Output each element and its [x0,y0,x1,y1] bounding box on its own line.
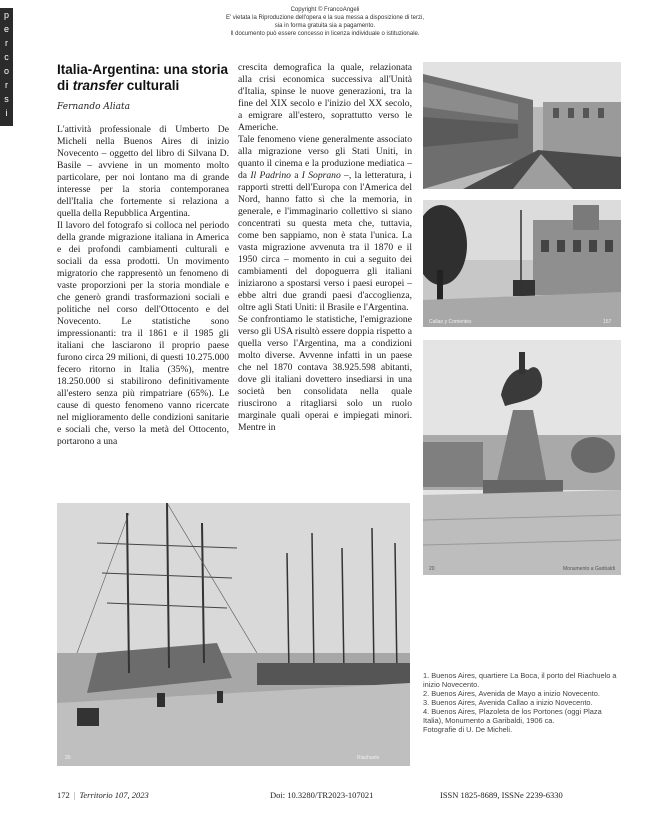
film-title: I Soprano [301,170,341,181]
copyright-line: Il documento può essere concesso in licenza individuale o istituzionale. [230,31,420,37]
caption: 3. Buenos Aires, Avenida Callao a inizio Novecento. [423,698,593,707]
caption: 4. Buenos Aires, Plazoleta de los Portones (oggi Plaza Italia), Monumento a Garibaldi, 1906 ca. [423,707,602,725]
copyright-notice [170,6,480,38]
paragraph: Se confrontiamo le statistiche, l'emigrazione verso gli USA risultò essere doppia rispetto a quella verso l'Argentina, ma a condizioni molto diverse. Avvenne infatti in un paese che nel 1870 contava 38.925.598 abitanti, dove gli italiani dovettero insediarsi in una società ben consolidata nella quale riuscirono a ritagliarsi solo un ruolo marginale quali operai e impiegati minori. Mentre in [238,314,412,433]
title-line: Italia-Argentina: una storia [57,62,229,77]
page-number: 172 [57,790,70,800]
caption: 1. Buenos Aires, quartiere La Boca, il porto del Riachuelo a inizio Novecento. [423,671,617,689]
photo-corner-number: 20 [65,755,71,761]
footer-issn: ISSN 1825-8689, ISSNe 2239-6330 [440,790,563,800]
footer-journal [57,790,149,800]
caption: 2. Buenos Aires, Avenida de Mayo a inizio Novecento. [423,689,600,698]
photo-corner-label: Riachuelo [357,755,380,761]
section-tab-letter: s [4,94,9,104]
paragraph: crescita demografica la quale, relazionata alla crisi economica successiva all'Unità d'Italia, spinse le nuove generazioni, tra la fine del XIX secolo e l'inizio del XX secolo, a emigrare all'estero, soprattutto verso le Americhe. [238,62,412,133]
photo-avenida-de-mayo [423,62,621,189]
text-run: a [290,170,302,181]
photo-captions [423,671,621,734]
section-tab-letter: c [4,52,9,62]
text-column-1 [57,124,229,448]
section-tab-letter: r [5,80,8,90]
copyright-line: Copyright © FrancoAngeli [290,7,360,13]
photo-porto-riachuelo [57,503,410,766]
journal-name: Territorio 107, 2023 [79,790,149,800]
paragraph [238,134,412,314]
text-run: Tale fenomeno viene generalmente associato alla migrazione verso gli Stati Uniti, in quanto il cinema e la produzione mediatica – da [238,134,412,181]
photo-avenida-callao [423,200,621,327]
title-transfer: transfer [72,78,124,93]
text-run: –, la letteratura, i rapporti stretti dell'Europa con l'America del Nord, hanno fatto sì che la memoria, in generale, e l'immaginario collettivo si siano concentrati su questa meta che, tuttavia, come ben sappiamo, non è stata l'unica. La vasta migrazione avvenuta tra il 1870 e il 1950 circa – momento in cui a seguito dei cambiamenti del dopoguerra gli italiani iniziarono a spostarsi verso i paesi europei – ebbe altri due grandi paesi d'accoglienza, oltre agli Stati Uniti: il Brasile e l'Argentina. [238,170,412,313]
section-tab [0,8,13,126]
photo-corner-label: Monumento a Garibaldi [563,566,615,572]
photo-corner-number: 157 [603,319,612,325]
copyright-line: sia in forma gratuita sia a pagamento. [274,23,376,29]
section-tab-letter: o [3,66,9,76]
text-column-2 [238,62,412,434]
paragraph: L'attività professionale di Umberto De Micheli nella Buenos Aires di inizio Novecento – oggetto del libro di Silvana D. Basile – avviene in un momento molto particolare, per noi lontano ma di grande interesse per la storia contemporanea dell'Italia che fortemente si relaziona a quella della Repubblica Argentina. [57,124,229,219]
article-author: Fernando Aliata [57,102,130,112]
photo-monumento-garibaldi [423,340,621,575]
footer-doi: Doi: 10.3280/TR2023-107021 [270,790,374,800]
photo-corner-number: 20 [429,566,435,572]
paragraph: Il lavoro del fotografo si colloca nel periodo della grande migrazione italiana in America e dei profondi cambiamenti culturali e sociali da essa prodotti. Un movimento migratorio che rappresentò un fenomeno di vaste proporzioni per la storia mondiale e che generò grandi trasformazioni sociali e politiche nel corso dell'Ottocento e del Novecento. Le statistiche sono impressionanti: tra il 1861 e il 1985 gli italiani che lasciarono il proprio paese furono circa 29 milioni, di questi 10.275.000 fecero ritorno in Italia (35%), mentre 18.250.000 si stabilirono definitivamente all'estero senza più rimpatriare (65%). Le cause di questo fenomeno vanno ricercate nel miglioramento delle condizioni sanitarie e sociali che, verso la metà del Ottocento, portarono a una [57,220,229,447]
article-title [57,62,229,94]
caption-credit: Fotografie di U. De Micheli. [423,725,513,734]
section-tab-letter: i [5,108,8,118]
section-tab-letter: r [5,38,8,48]
section-tab-letter: e [3,24,9,34]
footer-separator: | [73,790,76,800]
section-tab-letter: p [3,10,9,20]
film-title: Il Padrino [250,170,291,181]
title-rest: culturali [123,78,180,93]
photo-corner-label: Callao y Corrientes [429,319,472,325]
title-di: di [57,78,73,93]
copyright-line: E' vietata la Riproduzione dell'opera e la sua messa a disposizione di terzi, [225,15,425,21]
